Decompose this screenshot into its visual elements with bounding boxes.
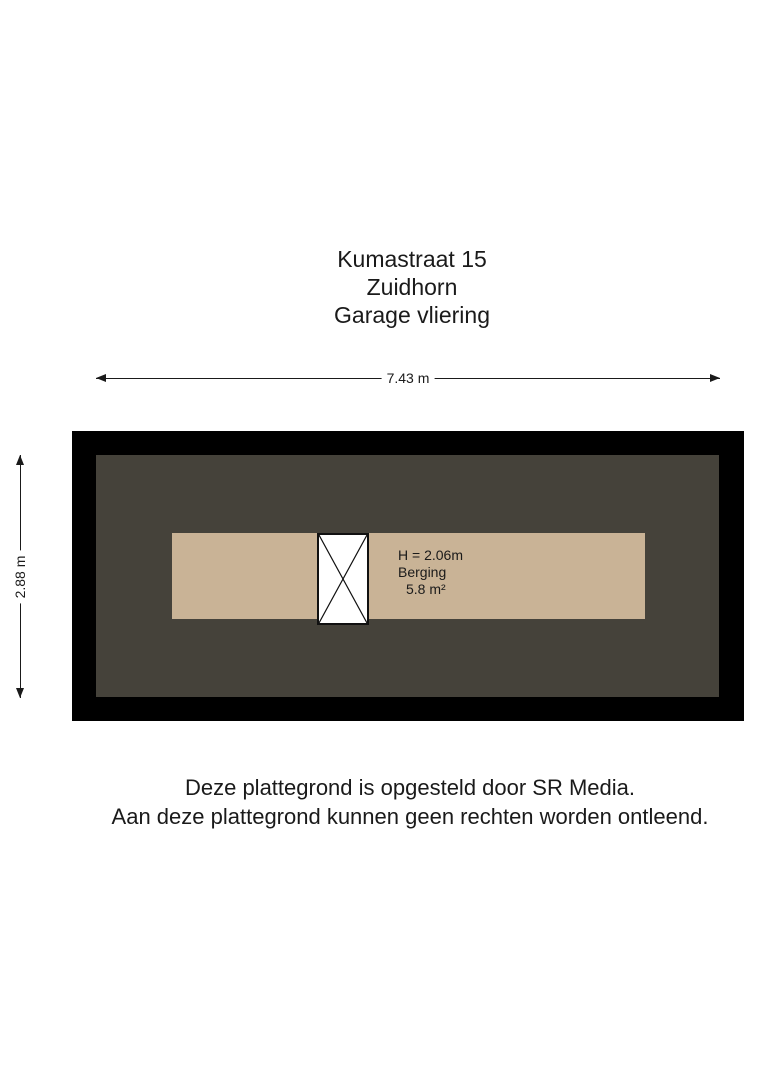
room-berging [172, 533, 645, 619]
floor-plan-floor [96, 455, 719, 697]
arrow-right-icon [710, 374, 720, 382]
depth-label: 2.88 m [11, 550, 29, 603]
floor-plan-outer-wall [72, 431, 744, 721]
disclaimer-line-1: Deze plattegrond is opgesteld door SR Media. [184, 775, 636, 800]
attic-hatch-icon [317, 533, 369, 625]
floor-text: Garage vliering [334, 302, 490, 328]
arrow-left-icon [96, 374, 106, 382]
address-text: Kumastraat 15 [337, 246, 487, 272]
arrow-down-icon [16, 688, 24, 698]
width-dimension [96, 368, 720, 388]
disclaimer-line-2: Aan deze plattegrond kunnen geen rechten worden ontleend. [111, 804, 709, 829]
room-label [398, 547, 463, 598]
arrow-up-icon [16, 455, 24, 465]
room-name: Berging [398, 564, 447, 580]
width-label: 7.43 m [382, 369, 435, 387]
room-height: H = 2.06m [398, 547, 463, 563]
city-text: Zuidhorn [366, 274, 458, 300]
plan-title [0, 245, 764, 329]
disclaimer [0, 773, 764, 831]
room-area: 5.8 m² [406, 581, 446, 597]
depth-dimension [10, 455, 30, 698]
